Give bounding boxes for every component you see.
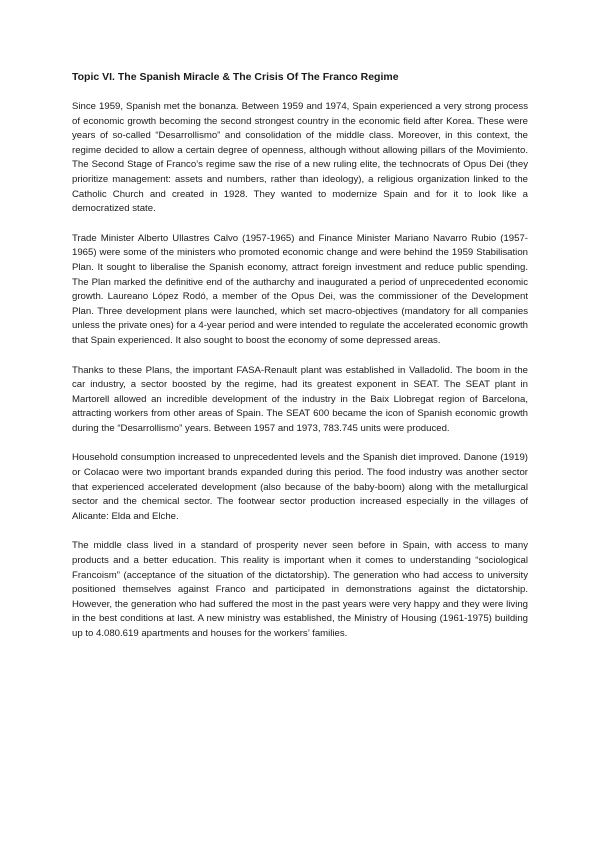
paragraph-3: Thanks to these Plans, the important FASA-Renault plant was established in Valladolid. The boom in the car industry, a sector boosted by the regime, had its greatest exponent in SEAT. The SEAT plant in Martorell allowed an incredible development of the industry in the Baix Llobregat region of Barcelona, attracting workers from other areas of Spain. The SEAT 600 became the icon of Spanish economic growth during the “Desarrollismo” years. Between 1957 and 1973, 783.745 units were produced. — [72, 364, 528, 434]
paragraph-5: The middle class lived in a standard of prosperity never seen before in Spain, with access to many products and a better education. This reality is important when it comes to understanding “sociological Francoism” (acceptance of the situation of the dictatorship). The generation who had access to university positioned themselves against Franco and participated in demonstrations against the dictatorship. However, the generation who had suffered the most in the past years were very happy and they were living in the best conditions at last. A new ministry was established, the Ministry of Housing (1961-1975) building up to 4.080.619 apartments and houses for the workers’ families. — [72, 540, 528, 639]
document-body — [72, 70, 528, 657]
document-title: Topic VI. The Spanish Miracle & The Crisis Of The Franco Regime — [72, 71, 399, 83]
paragraph-2: Trade Minister Alberto Ullastres Calvo (1957-1965) and Finance Minister Mariano Navarro Rubio (1957-1965) were some of the ministers who promoted economic change and were behind the 1959 Stabilisation Plan. It sought to liberalise the Spanish economy, attract foreign investment and reduce public spending. The Plan marked the definitive end of the autharchy and inaugurated a period of unprecedented economic growth. Laureano López Rodó, a member of the Opus Dei, was the commissioner of the Development Plan. Three development plans were launched, which set macro-objectives (mandatory for all companies unless the private ones) for a 4-year period and were intended to regulate the accelerated economic growth that Spain experienced. It also sought to boost the economy of some depressed areas. — [72, 232, 528, 346]
paragraph-4: Household consumption increased to unprecedented levels and the Spanish diet improved. Danone (1919) or Colacao were two important brands expanded during this period. The food industry was another sector that experienced accelerated development (also because of the baby-boom) along with the metallurgical sector and the chemical sector. The footwear sector production increased especially in the villages of Alicante: Elda and Elche. — [72, 452, 528, 522]
paragraph-1: Since 1959, Spanish met the bonanza. Between 1959 and 1974, Spain experienced a very strong process of economic growth becoming the second strongest country in the economic field after Korea. These were years of so-called “Desarrollismo” and consolidation of the middle class. Moreover, in this context, the regime decided to allow a certain degree of openness, although without allowing pillars of the Movimiento. The Second Stage of Franco’s regime saw the rise of a new ruling elite, the technocrats of Opus Dei (they prioritize management: assets and numbers, rather than ideology), a religious organization linked to the Catholic Church and created in 1928. They wanted to modernize Spain and for it to look like a democratized state. — [72, 101, 528, 215]
